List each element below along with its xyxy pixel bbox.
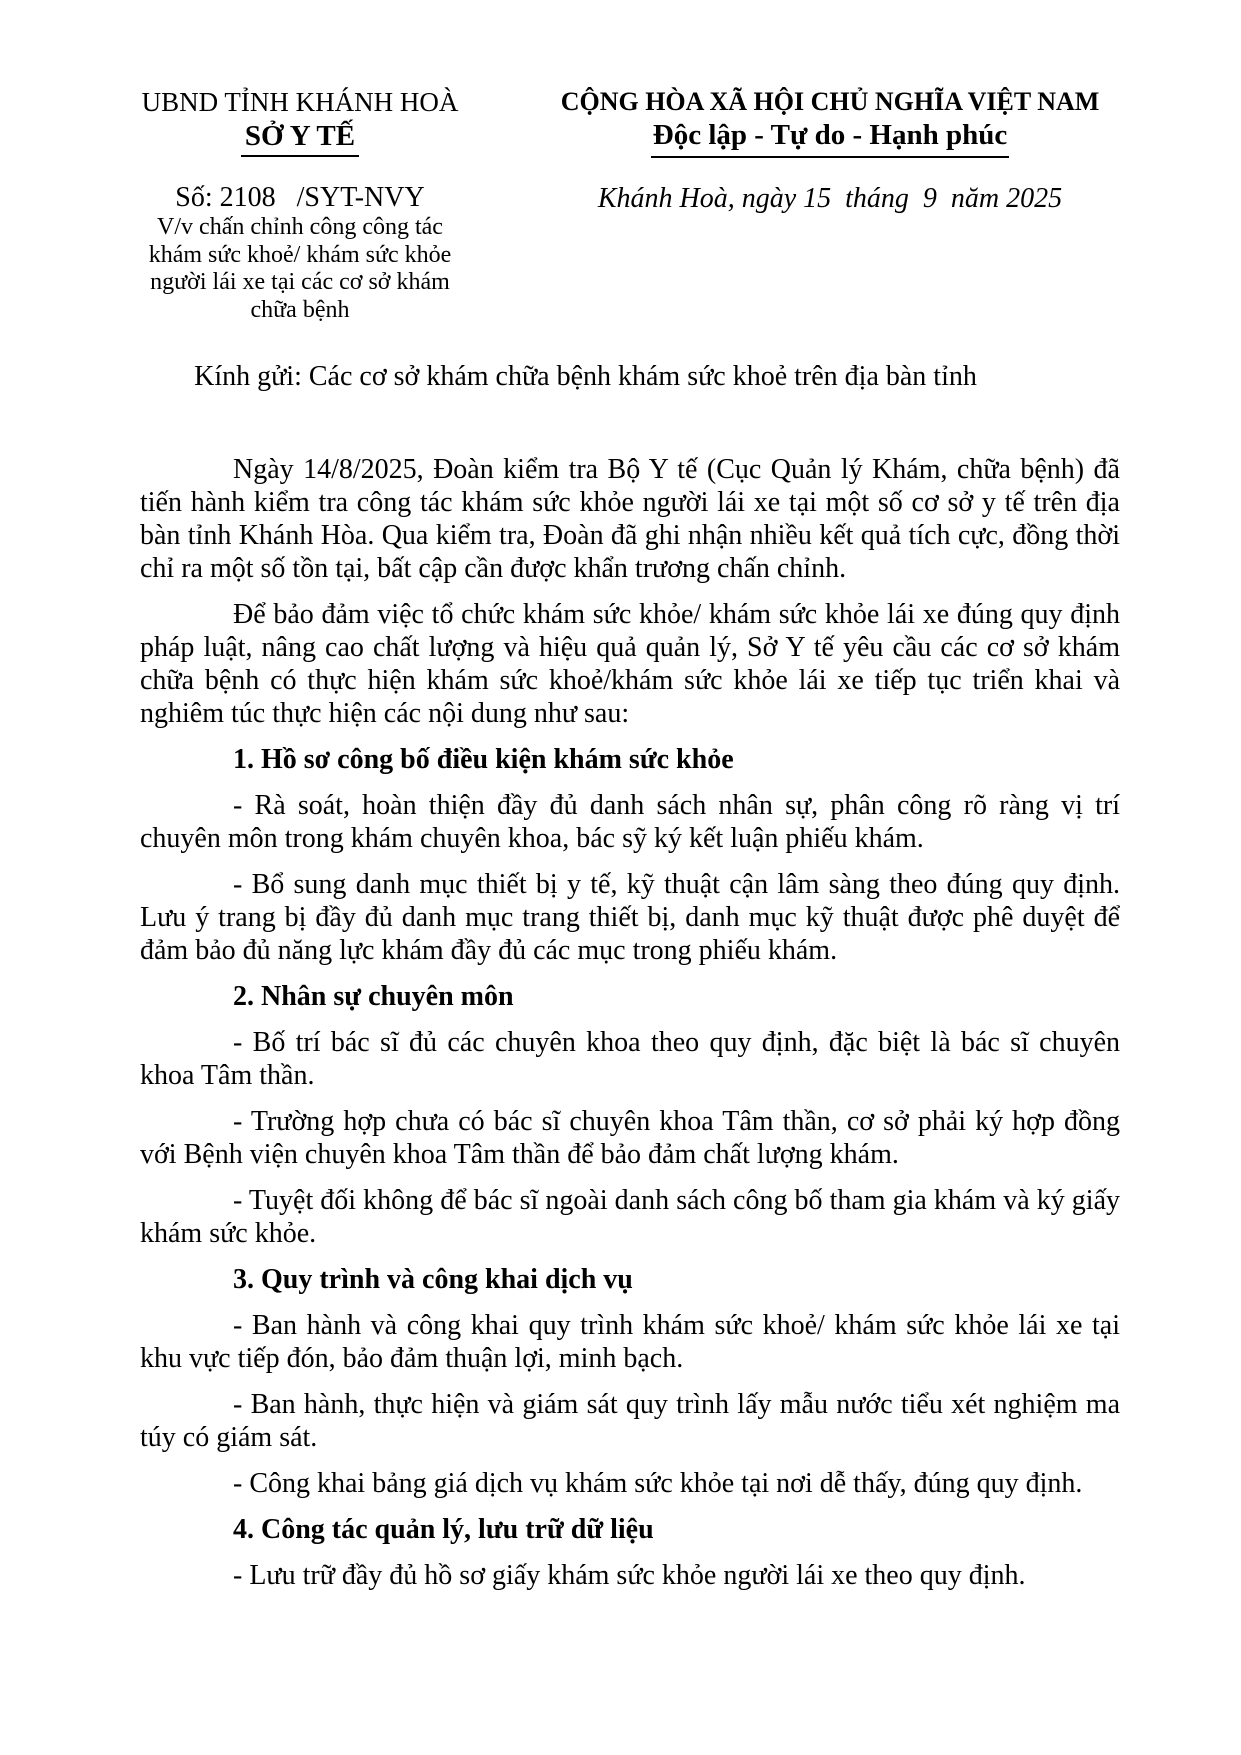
issuing-agency-block [70,86,530,324]
document-subject-line: người lái xe tại các cơ sở khám [150,269,450,295]
body-paragraph: - Rà soát, hoàn thiện đầy đủ danh sách nhân sự, phân công rõ ràng vị trí chuyên môn trong khám chuyên khoa, bác sỹ ký kết luận phiếu khám. [140,790,1120,854]
body-paragraph: - Lưu trữ đầy đủ hồ sơ giấy khám sức khỏe người lái xe theo quy định. [233,1560,1026,1591]
document-subject-line: khám sức khoẻ/ khám sức khỏe [148,241,452,268]
document-subject [120,214,480,324]
body-paragraph: - Công khai bảng giá dịch vụ khám sức khỏe tại nơi dễ thấy, đúng quy định. [233,1468,1083,1499]
national-title: CỘNG HÒA XÃ HỘI CHỦ NGHĨA VIỆT NAM [560,87,1100,116]
national-motto: Độc lập - Tự do - Hạnh phúc [651,119,1010,158]
body-paragraph: Để bảo đảm việc tổ chức khám sức khỏe/ khám sức khỏe lái xe đúng quy định pháp luật, nâng cao chất lượng và hiệu quả quản lý, Sở Y tế yêu cầu các cơ sở khám chữa bệnh có thực hiện khám sức khoẻ/khám sức khỏe lái xe tiếp tục triển khai và nghiêm túc thực hiện các nội dung như sau: [140,599,1120,729]
body-paragraph: - Tuyệt đối không để bác sĩ ngoài danh sách công bố tham gia khám và ký giấy khám sức khỏe. [140,1185,1120,1249]
place-date-line: Khánh Hoà, ngày 15 tháng 9 năm 2025 [597,183,1063,214]
agency-parent-name: UBND TỈNH KHÁNH HOÀ [141,87,459,117]
document-subject-line: chữa bệnh [250,296,350,323]
document-subject-line: V/v chấn chỉnh công công tác [157,214,443,240]
section-heading: 3. Quy trình và công khai dịch vụ [233,1264,633,1295]
document-body [140,453,1120,1592]
document-number: Số: 2108 /SYT-NVY [175,182,425,213]
body-paragraph: - Bố trí bác sĩ đủ các chuyên khoa theo quy định, đặc biệt là bác sĩ chuyên khoa Tâm thần. [140,1027,1120,1091]
national-motto-wrap [550,119,1110,158]
section-heading: 2. Nhân sự chuyên môn [233,981,514,1012]
body-paragraph: - Bổ sung danh mục thiết bị y tế, kỹ thuật cận lâm sàng theo đúng quy định. Lưu ý trang bị đầy đủ danh mục trang thiết bị, danh mục kỹ thuật được phê duyệt để đảm bảo đủ năng lực khám đầy đủ các mục trong phiếu khám. [140,869,1120,966]
salutation-line: Kính gửi: Các cơ sở khám chữa bệnh khám sức khoẻ trên địa bàn tỉnh [194,361,977,392]
body-paragraph: Ngày 14/8/2025, Đoàn kiểm tra Bộ Y tế (Cục Quản lý Khám, chữa bệnh) đã tiến hành kiểm tra công tác khám sức khỏe người lái xe tại một số cơ sở y tế trên địa bàn tỉnh Khánh Hòa. Qua kiểm tra, Đoàn đã ghi nhận nhiều kết quả tích cực, đồng thời chỉ ra một số tồn tại, bất cập cần được khẩn trương chấn chỉnh. [140,454,1120,584]
body-paragraph: - Trường hợp chưa có bác sĩ chuyên khoa Tâm thần, cơ sở phải ký hợp đồng với Bệnh viện chuyên khoa Tâm thần để bảo đảm chất lượng khám. [140,1106,1120,1170]
document-header [0,86,1241,324]
national-header-block [550,86,1110,215]
body-paragraph: - Ban hành, thực hiện và giám sát quy trình lấy mẫu nước tiểu xét nghiệm ma túy có giám sát. [140,1389,1120,1453]
body-paragraph: - Ban hành và công khai quy trình khám sức khoẻ/ khám sức khỏe lái xe tại khu vực tiếp đón, bảo đảm thuận lợi, minh bạch. [140,1310,1120,1374]
agency-name: SỞ Y TẾ [241,120,359,157]
section-heading: 4. Công tác quản lý, lưu trữ dữ liệu [233,1514,654,1545]
section-heading: 1. Hồ sơ công bố điều kiện khám sức khỏe [233,744,734,775]
agency-name-wrap [70,120,530,157]
